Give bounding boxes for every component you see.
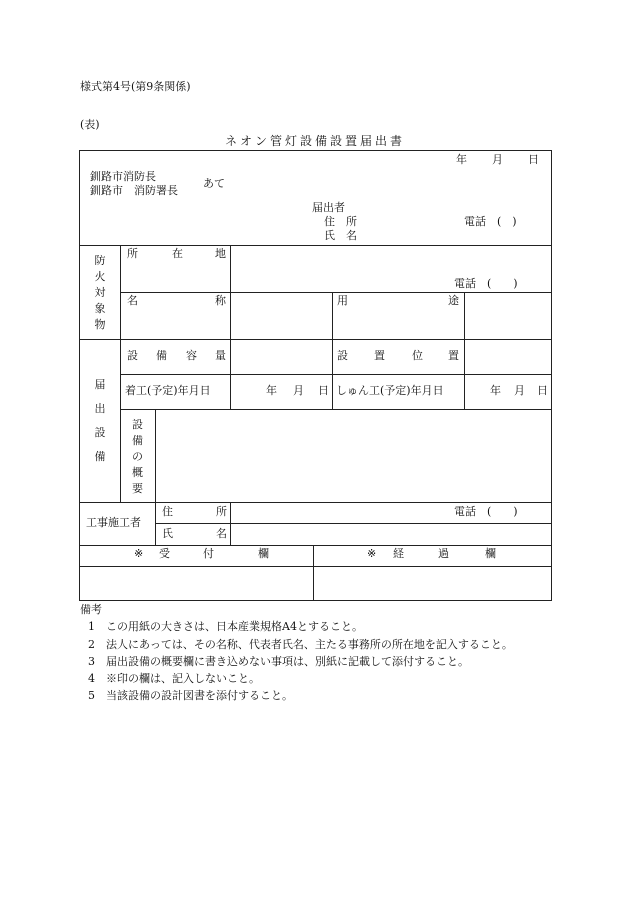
finish-date-label: しゅん工(予定)年月日 [336,384,444,397]
note-item: 3 届出設備の概要欄に書き込めない事項は、別紙に記載して添付すること。 [88,655,469,668]
target-label: 防 火 対 象 物 [94,254,106,331]
addressee-ate: あて [203,177,225,190]
addressee-chief: 釧路市消防長 [90,170,156,183]
notes-heading: 備考 [80,603,102,616]
date-year: 年 [456,153,467,166]
note-item: 4 ※印の欄は、記入しないこと。 [88,672,260,685]
applicant-label: 届出者 [312,201,345,214]
applicant-phone: 電話 ( ) [464,215,517,228]
addressee-station-chief: 釧路市 消防署長 [90,184,178,197]
target-phone: 電話 ( ) [454,277,518,290]
overview-label: 設 備 の 概 要 [132,418,143,495]
side-label: (表) [80,118,100,131]
form-title: ネオン管灯設備設置届出書 [224,134,405,148]
note-item: 2 法人にあっては、その名称、代表者氏名、主たる事務所の所在地を記入すること。 [88,638,513,651]
date-month: 月 [492,153,503,166]
applicant-name-label: 氏 名 [324,229,357,242]
form-table: 年 月 日 釧路市消防長 釧路市 消防署長 あて 届出者 住 所 電話 ( ) 氏 名 防 火 対 象 物 所 在 地 電話 ( ) 名 称 用 途 届 出 設 備 設 備 容 量 設 置 位 置 着工(予定)年月日 年 月 日 しゅん工(予定)年月日 年 月 日 設 備 の 概 要 工事施工者 住 所 電話 ( ) 氏 名 ※ 受 付 欄 ※ 経 過 欄 [79,150,552,601]
start-date-label: 着工(予定)年月日 [125,384,211,397]
form-number: 様式第4号(第9条関係) [80,80,191,93]
note-item: 5 当該設備の設計図書を添付すること。 [88,689,293,702]
contractor-label: 工事施工者 [86,516,141,529]
equipment-label: 届 出 設 備 [94,378,106,463]
contractor-phone: 電話 ( ) [454,505,518,518]
date-day: 日 [528,153,539,166]
note-item: 1 この用紙の大きさは、日本産業規格A4とすること。 [88,620,363,633]
applicant-address-label: 住 所 [324,215,357,228]
